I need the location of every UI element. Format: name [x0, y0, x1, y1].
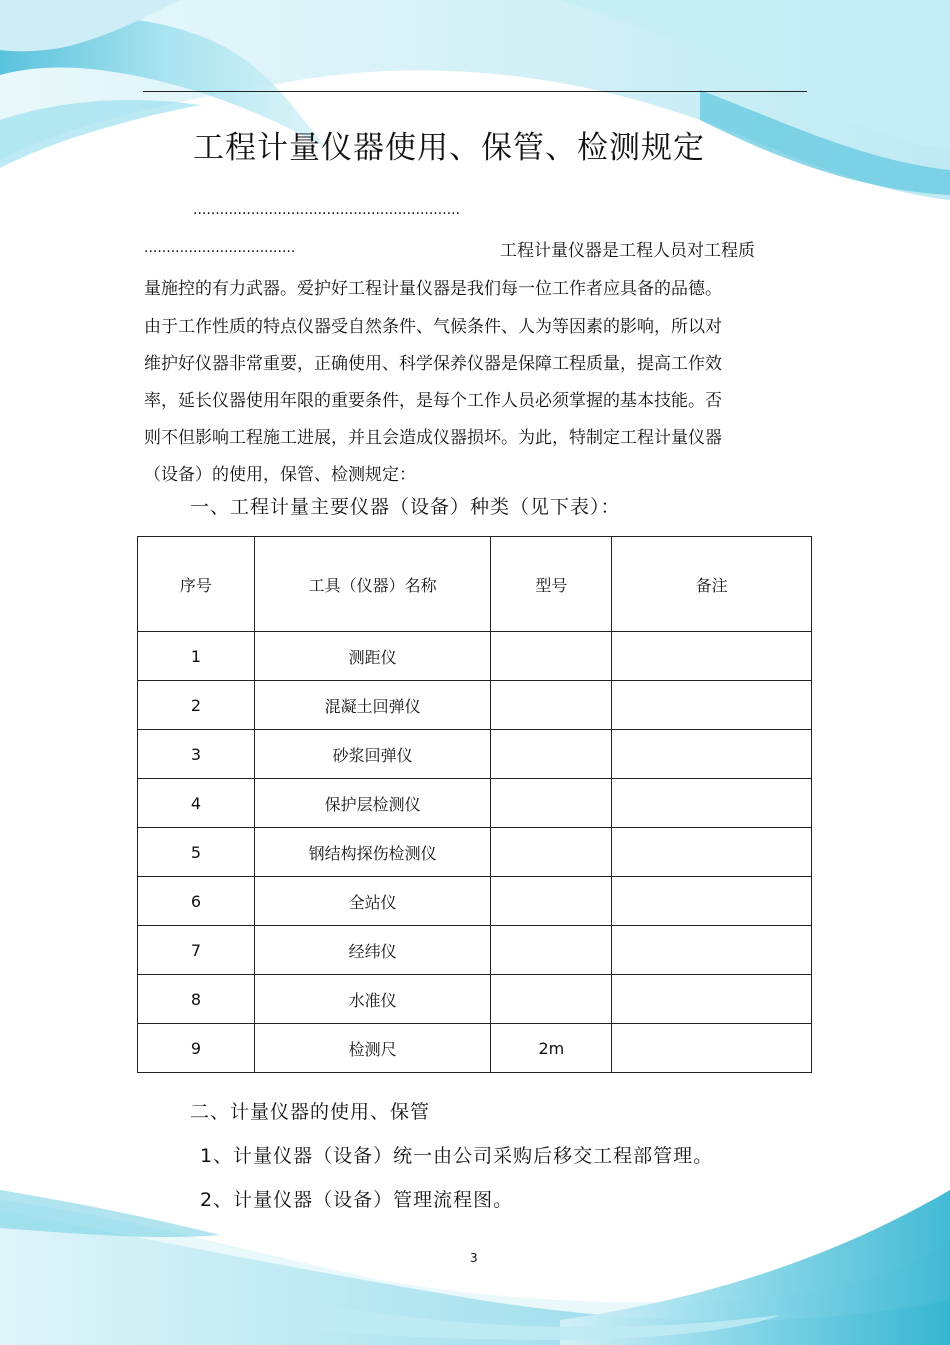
table-row [138, 632, 812, 681]
cell-name: 混凝土回弹仪 [254, 681, 491, 730]
cell-name: 全站仪 [254, 877, 491, 926]
cell-remarks [612, 779, 812, 828]
cell-remarks [612, 632, 812, 681]
cell-serial: 9 [138, 1024, 255, 1073]
section-1-heading: 一、工程计量主要仪器（设备）种类（见下表）： [190, 496, 621, 518]
cell-model [491, 730, 612, 779]
intro-line: 维护好仪器非常重要，正确使用、科学保养仪器是保障工程质量，提高工作效 [144, 354, 722, 374]
table-row [138, 877, 812, 926]
cell-name: 测距仪 [254, 632, 491, 681]
cell-name: 砂浆回弹仪 [254, 730, 491, 779]
cell-model [491, 926, 612, 975]
document-title: 工程计量仪器使用、保管、检测规定 [193, 130, 705, 166]
cell-name: 水准仪 [254, 975, 491, 1024]
section-2-heading: 二、计量仪器的使用、保管 [190, 1101, 431, 1123]
cell-serial: 2 [138, 681, 255, 730]
table-row [138, 828, 812, 877]
list-item: 1、计量仪器（设备）统一由公司采购后移交工程部管理。 [200, 1145, 714, 1167]
table-row [138, 779, 812, 828]
cell-model [491, 877, 612, 926]
header-model: 型号 [491, 537, 612, 632]
header-rule [143, 91, 807, 92]
cell-model [491, 681, 612, 730]
table-header-row [138, 537, 812, 632]
intro-line: （设备）的使用，保管、检测规定： [144, 465, 416, 485]
dotted-leader-2: .................................. [144, 240, 296, 256]
cell-remarks [612, 926, 812, 975]
page-number: 3 [470, 1251, 478, 1265]
header-remarks: 备注 [612, 537, 812, 632]
cell-name: 钢结构探伤检测仪 [254, 828, 491, 877]
cell-serial: 5 [138, 828, 255, 877]
instrument-table [137, 536, 812, 1073]
header-serial: 序号 [138, 537, 255, 632]
cell-name: 经纬仪 [254, 926, 491, 975]
intro-line: 量施控的有力武器。爱护好工程计量仪器是我们每一位工作者应具备的品德。 [144, 279, 722, 299]
cell-model [491, 779, 612, 828]
cell-serial: 6 [138, 877, 255, 926]
table-row [138, 926, 812, 975]
cell-model [491, 632, 612, 681]
intro-first-line: 工程计量仪器是工程人员对工程质 [500, 241, 755, 261]
header-name: 工具（仪器）名称 [254, 537, 491, 632]
cell-serial: 4 [138, 779, 255, 828]
cell-remarks [612, 828, 812, 877]
table-row [138, 975, 812, 1024]
cell-model [491, 828, 612, 877]
intro-line: 则不但影响工程施工进展，并且会造成仪器损坏。为此，特制定工程计量仪器 [144, 428, 722, 448]
intro-line: 由于工作性质的特点仪器受自然条件、气候条件、人为等因素的影响，所以对 [144, 317, 722, 337]
table-row [138, 1024, 812, 1073]
cell-remarks [612, 877, 812, 926]
dotted-leader-1: ............................................................ [193, 202, 461, 218]
table-row [138, 730, 812, 779]
cell-serial: 8 [138, 975, 255, 1024]
cell-model [491, 975, 612, 1024]
cell-name: 检测尺 [254, 1024, 491, 1073]
cell-model: 2m [491, 1024, 612, 1073]
cell-name: 保护层检测仪 [254, 779, 491, 828]
cell-remarks [612, 975, 812, 1024]
cell-serial: 7 [138, 926, 255, 975]
cell-serial: 1 [138, 632, 255, 681]
cell-remarks [612, 1024, 812, 1073]
cell-remarks [612, 730, 812, 779]
cell-serial: 3 [138, 730, 255, 779]
cell-remarks [612, 681, 812, 730]
table-row [138, 681, 812, 730]
list-item: 2、计量仪器（设备）管理流程图。 [200, 1189, 514, 1211]
intro-line: 率，延长仪器使用年限的重要条件，是每个工作人员必须掌握的基本技能。否 [144, 391, 722, 411]
